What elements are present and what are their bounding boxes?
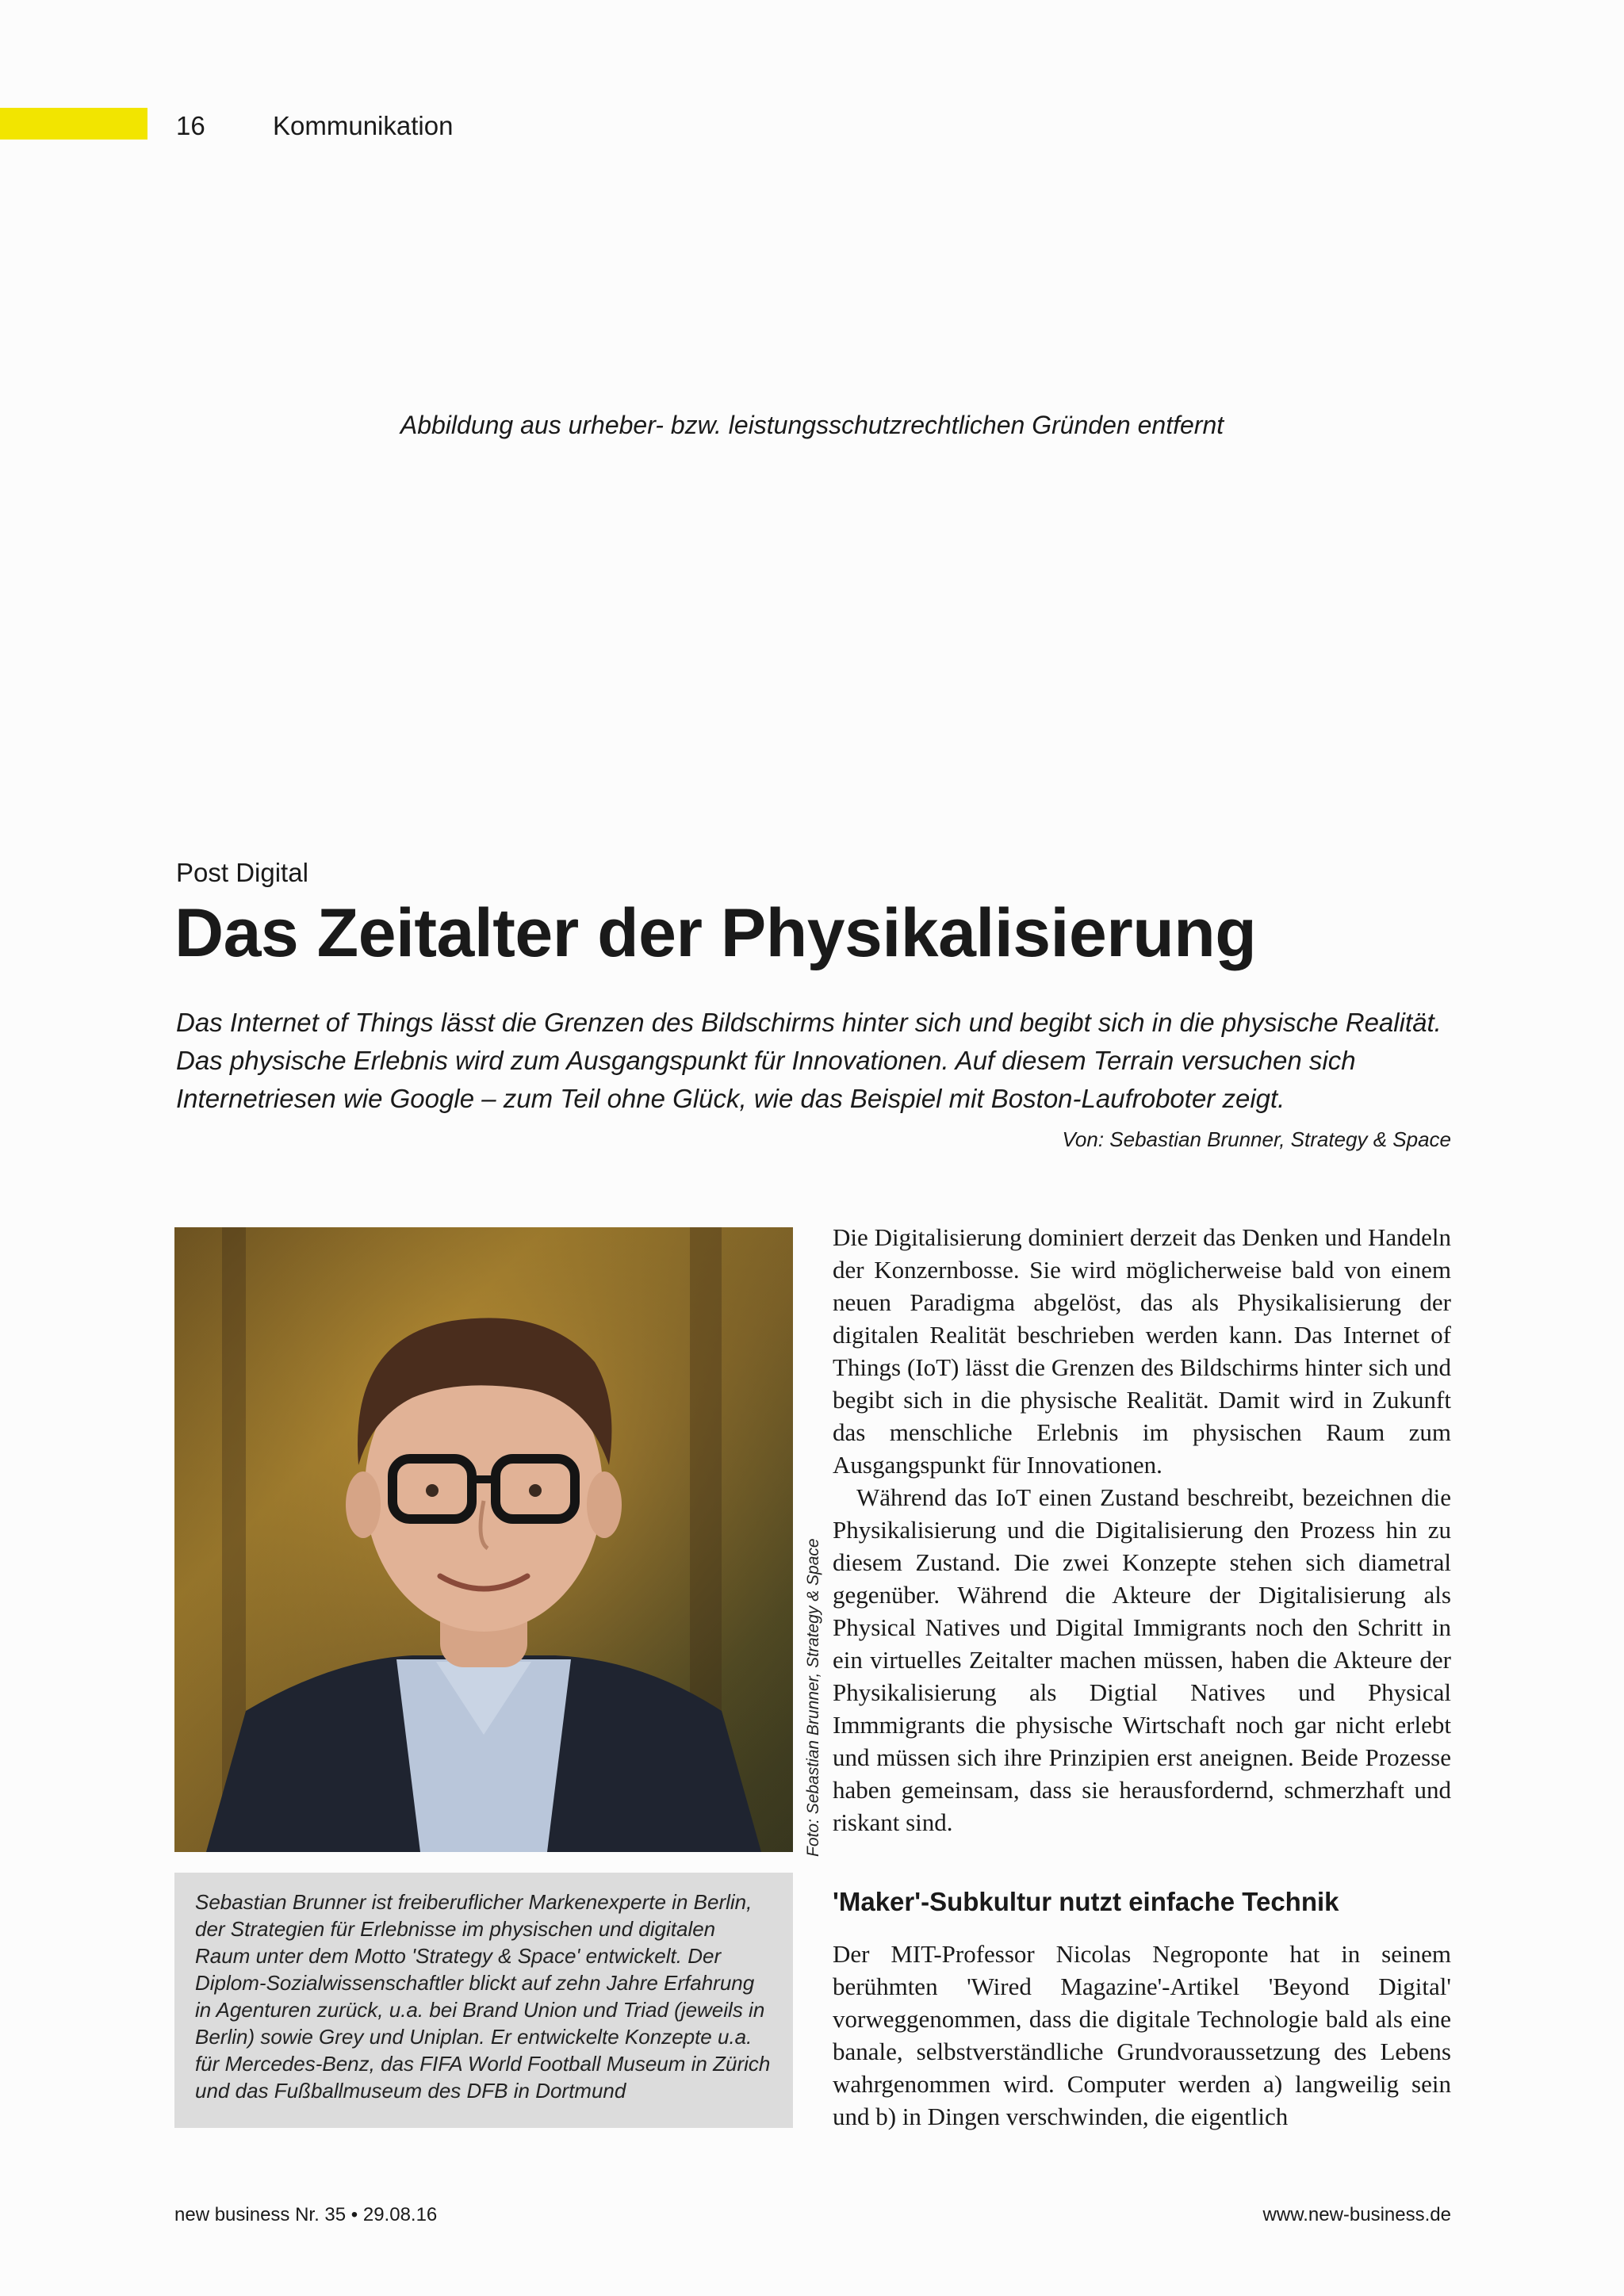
section-accent-bar (0, 108, 147, 140)
article-subheading: 'Maker'-Subkultur nutzt einfache Technik (833, 1887, 1339, 1916)
article-lead: Das Internet of Things lässt die Grenzen des Bildschirms hinter sich und begibt sich in die physische Realität. Das physische Erlebnis wird zum Ausgangspunkt für Innovationen. Auf diesem Terrain versuchen sich Internetriesen wie Google – zum Teil ohne Glück, wie das Beispiel mit Boston-Laufroboter zeigt. (176, 1008, 1442, 1113)
removed-figure-note: Abbildung aus urheber- bzw. leistungsschutzrechtlichen Gründen entfernt (400, 411, 1224, 439)
body-column-bottom (833, 1938, 1451, 2133)
page-number: 16 (176, 111, 205, 140)
portrait-illustration (174, 1227, 793, 1852)
body-paragraph-2: Während das IoT einen Zustand beschreibt, bezeichnen die Physikalisierung und die Digitalisierung den Prozess hin zu diesem Zustand. Die zwei Konzepte stehen sich diametral gegenüber. Während die Akteure der Digitalisierung als Physical Natives und Digital Immigrants noch den Schritt in ein virtuelles Zeitalter machen müssen, haben die Akteure der Physikalisierung als Digtial Natives und Physical Immmigrants die physische Wirtschaft noch gar nicht erlebt und müssen sich ihre Prinzipien erst aneignen. Beide Prozesse haben gemeinsam, dass sie herausfordernd, schmerzhaft und riskant sind. (833, 1483, 1451, 1836)
photo-caption: Sebastian Brunner ist freiberuflicher Markenexperte in Berlin, der Strategien für Erlebnisse im physischen und digitalen Raum unter dem Motto 'Strategy & Space' entwickelt. Der Diplom-Sozialwissenschaftler blickt auf zehn Jahre Erfahrung in Agenturen zurück, u.a. bei Brand Union und Triad (jeweils in Berlin) sowie Grey und Uniplan. Er entwickelte Konzepte u.a. für Mercedes-Benz, das FIFA World Football Museum in Zürich und das Fußballmuseum des DFB in Dortmund (195, 1890, 771, 2103)
footer-website: www.new-business.de (1262, 2204, 1451, 2225)
article-kicker: Post Digital (176, 858, 308, 887)
article-headline: Das Zeitalter der Physikalisierung (174, 895, 1257, 971)
photo-credit: Foto: Sebastian Brunner, Strategy & Space (804, 1538, 822, 1857)
footer-issue: new business Nr. 35 • 29.08.16 (174, 2204, 438, 2225)
author-portrait (174, 1227, 793, 1852)
body-paragraph-1: Die Digitalisierung dominiert derzeit das Denken und Handeln der Konzernbosse. Sie wird möglicherweise bald von einem neuen Paradigma abgelöst, das als Physikalisierung der digitalen Realität beschrieben werden kann. Das Internet of Things (IoT) lässt die Grenzen des Bildschirms hinter sich und begibt sich in die physische Realität. Damit wird in Zukunft das menschliche Erlebnis im physischen Raum zum Ausgangspunkt für Innovationen. (833, 1223, 1451, 1479)
body-column-top (833, 1221, 1451, 1839)
photo-caption-box (174, 1873, 793, 2128)
article-byline: Von: Sebastian Brunner, Strategy & Space (1062, 1127, 1451, 1151)
body-paragraph-3: Der MIT-Professor Nicolas Negroponte hat in seinem berühmten 'Wired Magazine'-Artikel 'Beyond Digital' vorweggenommen, dass die digitale Technologie bald als eine banale, selbstverständliche Grundvoraussetzung des Lebens wahrgenommen wird. Computer werden a) langweilig sein und b) in Dingen verschwinden, die eigentlich (833, 1940, 1451, 2130)
section-title: Kommunikation (273, 111, 454, 140)
